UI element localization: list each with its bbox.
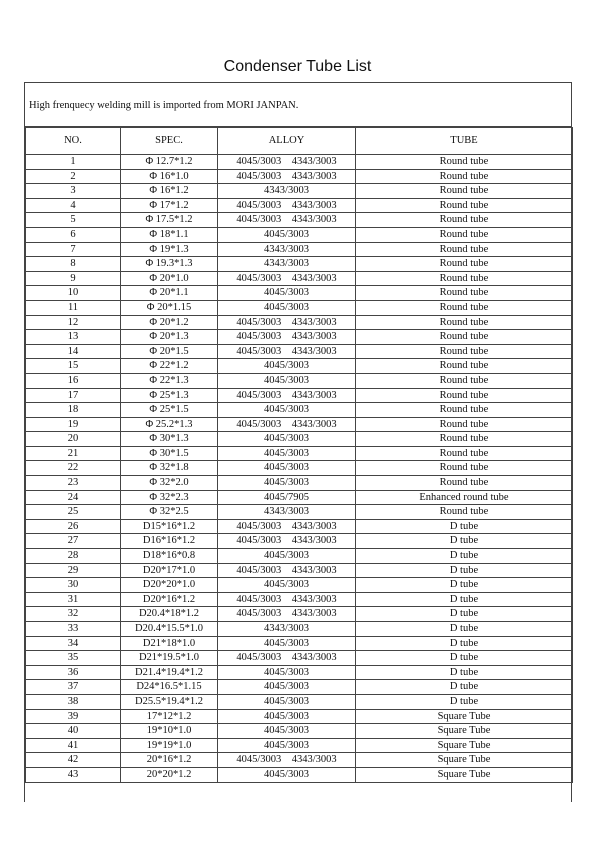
row-no: 6: [26, 227, 121, 242]
row-spec: Φ 19*1.3: [121, 242, 218, 257]
row-spec: Φ 20*1.2: [121, 315, 218, 330]
row-alloy: 4045/3003: [218, 724, 356, 739]
table-row: [26, 724, 573, 739]
row-spec: D20*17*1.0: [121, 563, 218, 578]
table-row: [26, 169, 573, 184]
row-no: 32: [26, 607, 121, 622]
row-spec: Φ 32*2.5: [121, 505, 218, 520]
row-alloy: 4343/3003: [218, 184, 356, 199]
row-no: 31: [26, 592, 121, 607]
row-alloy: 4045/3003 4343/3003: [218, 563, 356, 578]
table-row: [26, 680, 573, 695]
row-tube: Round tube: [356, 344, 573, 359]
row-no: 5: [26, 213, 121, 228]
row-spec: D15*16*1.2: [121, 519, 218, 534]
row-no: 34: [26, 636, 121, 651]
row-tube: Round tube: [356, 373, 573, 388]
row-no: 35: [26, 651, 121, 666]
table-row: [26, 563, 573, 578]
table-row: [26, 607, 573, 622]
table-row: [26, 549, 573, 564]
row-alloy: 4343/3003: [218, 505, 356, 520]
row-alloy: 4343/3003: [218, 622, 356, 637]
row-no: 9: [26, 271, 121, 286]
row-no: 30: [26, 578, 121, 593]
table-row: [26, 359, 573, 374]
row-alloy: 4045/3003 4343/3003: [218, 344, 356, 359]
row-no: 23: [26, 476, 121, 491]
row-spec: D24*16.5*1.15: [121, 680, 218, 695]
row-tube: Square Tube: [356, 767, 573, 782]
row-no: 1: [26, 155, 121, 170]
row-no: 22: [26, 461, 121, 476]
row-tube: D tube: [356, 680, 573, 695]
row-no: 36: [26, 665, 121, 680]
row-alloy: 4045/3003: [218, 403, 356, 418]
row-no: 11: [26, 300, 121, 315]
row-tube: D tube: [356, 651, 573, 666]
table-row: [26, 651, 573, 666]
table-row: [26, 373, 573, 388]
table-row: [26, 257, 573, 272]
row-tube: D tube: [356, 592, 573, 607]
row-tube: D tube: [356, 519, 573, 534]
row-alloy: 4045/3003 4343/3003: [218, 169, 356, 184]
row-alloy: 4045/3003 4343/3003: [218, 607, 356, 622]
row-alloy: 4045/3003 4343/3003: [218, 592, 356, 607]
row-no: 13: [26, 330, 121, 345]
table-row: [26, 315, 573, 330]
row-no: 25: [26, 505, 121, 520]
row-alloy: 4045/3003: [218, 636, 356, 651]
table-row: [26, 432, 573, 447]
row-spec: Φ 20*1.5: [121, 344, 218, 359]
table-row: [26, 622, 573, 637]
table-row: [26, 753, 573, 768]
row-spec: D21*18*1.0: [121, 636, 218, 651]
table-row: [26, 446, 573, 461]
row-spec: D20*20*1.0: [121, 578, 218, 593]
row-spec: D25.5*19.4*1.2: [121, 694, 218, 709]
row-no: 39: [26, 709, 121, 724]
column-header-alloy: ALLOY: [218, 128, 356, 155]
table-row: [26, 286, 573, 301]
row-alloy: 4045/3003: [218, 446, 356, 461]
row-spec: D20.4*18*1.2: [121, 607, 218, 622]
row-no: 26: [26, 519, 121, 534]
table-row: [26, 505, 573, 520]
row-spec: 19*10*1.0: [121, 724, 218, 739]
row-alloy: 4045/3003: [218, 738, 356, 753]
row-spec: Φ 17*1.2: [121, 198, 218, 213]
row-tube: D tube: [356, 563, 573, 578]
row-tube: Round tube: [356, 388, 573, 403]
row-alloy: 4045/3003: [218, 767, 356, 782]
table-row: [26, 461, 573, 476]
row-alloy: 4045/3003: [218, 578, 356, 593]
row-tube: Square Tube: [356, 709, 573, 724]
row-spec: Φ 20*1.15: [121, 300, 218, 315]
table-row: [26, 476, 573, 491]
row-no: 38: [26, 694, 121, 709]
row-tube: D tube: [356, 534, 573, 549]
row-alloy: 4045/3003: [218, 227, 356, 242]
row-spec: Φ 16*1.2: [121, 184, 218, 199]
row-tube: D tube: [356, 549, 573, 564]
row-alloy: 4045/3003: [218, 476, 356, 491]
row-no: 42: [26, 753, 121, 768]
row-spec: 19*19*1.0: [121, 738, 218, 753]
row-no: 40: [26, 724, 121, 739]
row-spec: 20*16*1.2: [121, 753, 218, 768]
table-body: [26, 155, 573, 783]
row-spec: Φ 30*1.3: [121, 432, 218, 447]
row-tube: Round tube: [356, 257, 573, 272]
table-row: [26, 300, 573, 315]
row-tube: Round tube: [356, 476, 573, 491]
row-alloy: 4045/3003: [218, 286, 356, 301]
row-no: 41: [26, 738, 121, 753]
row-alloy: 4045/7905: [218, 490, 356, 505]
row-spec: Φ 30*1.5: [121, 446, 218, 461]
row-spec: Φ 12.7*1.2: [121, 155, 218, 170]
row-tube: D tube: [356, 694, 573, 709]
row-alloy: 4045/3003: [218, 665, 356, 680]
row-alloy: 4045/3003 4343/3003: [218, 271, 356, 286]
table-row: [26, 694, 573, 709]
table-row: [26, 636, 573, 651]
row-tube: Enhanced round tube: [356, 490, 573, 505]
row-spec: D21*19.5*1.0: [121, 651, 218, 666]
table-row: [26, 519, 573, 534]
row-alloy: 4045/3003: [218, 359, 356, 374]
table-row: [26, 242, 573, 257]
row-spec: Φ 17.5*1.2: [121, 213, 218, 228]
row-alloy: 4045/3003 4343/3003: [218, 155, 356, 170]
row-tube: Round tube: [356, 286, 573, 301]
row-no: 18: [26, 403, 121, 418]
row-spec: Φ 32*2.3: [121, 490, 218, 505]
row-tube: Square Tube: [356, 724, 573, 739]
row-no: 19: [26, 417, 121, 432]
row-tube: Round tube: [356, 184, 573, 199]
row-tube: Round tube: [356, 169, 573, 184]
row-alloy: 4045/3003: [218, 680, 356, 695]
row-alloy: 4343/3003: [218, 242, 356, 257]
table-row: [26, 403, 573, 418]
row-spec: D21.4*19.4*1.2: [121, 665, 218, 680]
row-tube: D tube: [356, 607, 573, 622]
row-spec: Φ 20*1.1: [121, 286, 218, 301]
row-alloy: 4045/3003 4343/3003: [218, 417, 356, 432]
row-alloy: 4045/3003 4343/3003: [218, 330, 356, 345]
row-no: 21: [26, 446, 121, 461]
row-no: 8: [26, 257, 121, 272]
row-spec: Φ 25.2*1.3: [121, 417, 218, 432]
row-spec: Φ 22*1.3: [121, 373, 218, 388]
row-tube: Round tube: [356, 242, 573, 257]
tube-list-sheet: [24, 82, 572, 802]
table-row: [26, 155, 573, 170]
table-row: [26, 578, 573, 593]
row-tube: Round tube: [356, 155, 573, 170]
row-spec: Φ 25*1.5: [121, 403, 218, 418]
row-spec: D20.4*15.5*1.0: [121, 622, 218, 637]
row-alloy: 4045/3003 4343/3003: [218, 519, 356, 534]
row-spec: Φ 18*1.1: [121, 227, 218, 242]
row-alloy: 4045/3003: [218, 709, 356, 724]
table-row: [26, 417, 573, 432]
row-tube: D tube: [356, 665, 573, 680]
condenser-tube-table: [25, 127, 573, 783]
table-row: [26, 490, 573, 505]
row-no: 20: [26, 432, 121, 447]
row-alloy: 4045/3003: [218, 300, 356, 315]
row-tube: D tube: [356, 636, 573, 651]
row-tube: D tube: [356, 622, 573, 637]
row-tube: Round tube: [356, 446, 573, 461]
table-header-row: [26, 128, 573, 155]
table-row: [26, 271, 573, 286]
row-tube: D tube: [356, 578, 573, 593]
row-no: 10: [26, 286, 121, 301]
row-spec: Φ 16*1.0: [121, 169, 218, 184]
row-alloy: 4045/3003 4343/3003: [218, 753, 356, 768]
table-row: [26, 344, 573, 359]
page-title: Condenser Tube List: [223, 58, 372, 75]
table-row: [26, 213, 573, 228]
row-no: 27: [26, 534, 121, 549]
row-alloy: 4045/3003 4343/3003: [218, 213, 356, 228]
row-spec: D18*16*0.8: [121, 549, 218, 564]
row-no: 15: [26, 359, 121, 374]
table-row: [26, 184, 573, 199]
row-no: 43: [26, 767, 121, 782]
table-row: [26, 592, 573, 607]
row-no: 7: [26, 242, 121, 257]
table-row: [26, 709, 573, 724]
table-row: [26, 330, 573, 345]
row-no: 28: [26, 549, 121, 564]
row-tube: Round tube: [356, 315, 573, 330]
row-alloy: 4045/3003 4343/3003: [218, 651, 356, 666]
row-no: 2: [26, 169, 121, 184]
row-spec: Φ 20*1.0: [121, 271, 218, 286]
row-tube: Round tube: [356, 213, 573, 228]
table-row: [26, 198, 573, 213]
row-alloy: 4045/3003: [218, 549, 356, 564]
row-alloy: 4045/3003 4343/3003: [218, 315, 356, 330]
table-row: [26, 227, 573, 242]
row-spec: 20*20*1.2: [121, 767, 218, 782]
row-no: 14: [26, 344, 121, 359]
row-tube: Round tube: [356, 227, 573, 242]
row-alloy: 4045/3003: [218, 432, 356, 447]
table-row: [26, 738, 573, 753]
row-spec: Φ 32*2.0: [121, 476, 218, 491]
column-header-no: NO.: [26, 128, 121, 155]
row-tube: Round tube: [356, 432, 573, 447]
row-no: 37: [26, 680, 121, 695]
row-spec: Φ 32*1.8: [121, 461, 218, 476]
row-no: 17: [26, 388, 121, 403]
row-no: 16: [26, 373, 121, 388]
row-no: 3: [26, 184, 121, 199]
row-no: 29: [26, 563, 121, 578]
row-alloy: 4343/3003: [218, 257, 356, 272]
table-row: [26, 534, 573, 549]
row-no: 12: [26, 315, 121, 330]
table-row: [26, 388, 573, 403]
row-tube: Round tube: [356, 417, 573, 432]
row-spec: Φ 22*1.2: [121, 359, 218, 374]
row-alloy: 4045/3003 4343/3003: [218, 388, 356, 403]
row-spec: Φ 25*1.3: [121, 388, 218, 403]
row-spec: D20*16*1.2: [121, 592, 218, 607]
row-spec: Φ 20*1.3: [121, 330, 218, 345]
row-no: 24: [26, 490, 121, 505]
row-tube: Round tube: [356, 330, 573, 345]
row-tube: Round tube: [356, 461, 573, 476]
row-alloy: 4045/3003: [218, 694, 356, 709]
table-row: [26, 767, 573, 782]
column-header-tube: TUBE: [356, 128, 573, 155]
mill-note: High frenquecy welding mill is imported from MORI JANPAN.: [25, 83, 571, 127]
row-alloy: 4045/3003: [218, 373, 356, 388]
row-no: 4: [26, 198, 121, 213]
row-tube: Round tube: [356, 505, 573, 520]
row-alloy: 4045/3003 4343/3003: [218, 198, 356, 213]
row-spec: 17*12*1.2: [121, 709, 218, 724]
row-tube: Square Tube: [356, 738, 573, 753]
row-tube: Round tube: [356, 198, 573, 213]
column-header-spec: SPEC.: [121, 128, 218, 155]
row-tube: Round tube: [356, 403, 573, 418]
row-tube: Round tube: [356, 271, 573, 286]
row-alloy: 4045/3003: [218, 461, 356, 476]
row-spec: D16*16*1.2: [121, 534, 218, 549]
row-spec: Φ 19.3*1.3: [121, 257, 218, 272]
row-no: 33: [26, 622, 121, 637]
table-row: [26, 665, 573, 680]
row-tube: Square Tube: [356, 753, 573, 768]
row-tube: Round tube: [356, 300, 573, 315]
row-alloy: 4045/3003 4343/3003: [218, 534, 356, 549]
row-tube: Round tube: [356, 359, 573, 374]
